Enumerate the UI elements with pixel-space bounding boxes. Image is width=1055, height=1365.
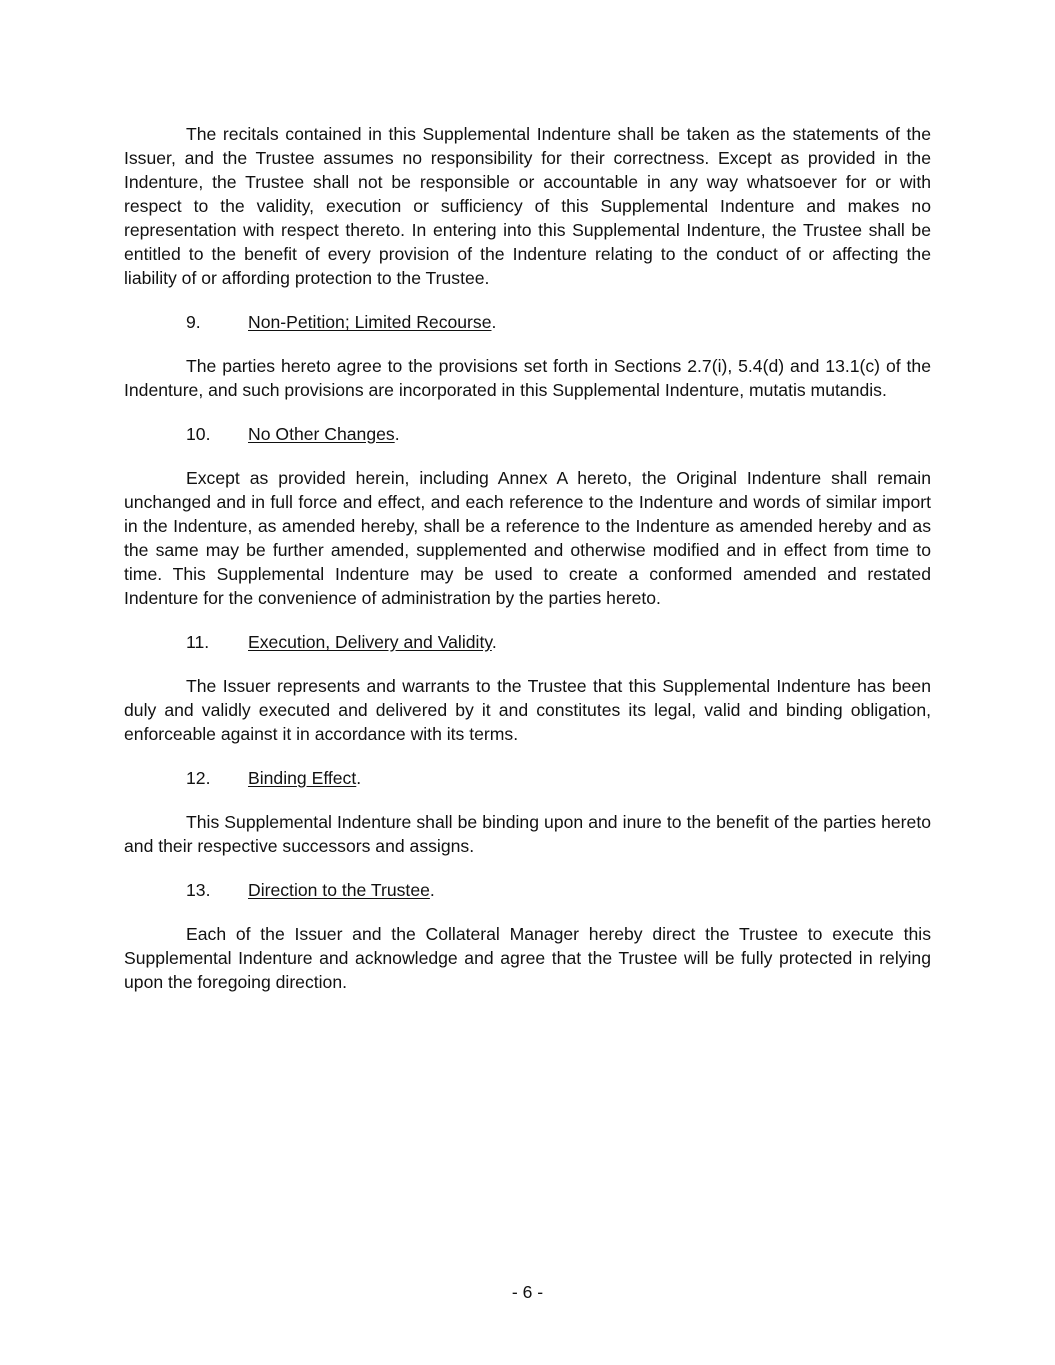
section-number: 12. [186,768,211,788]
section-title: Direction to the Trustee [248,880,430,900]
document-page [124,122,931,1014]
section-number: 11. [186,632,210,652]
section-heading-9: 9. Non-Petition; Limited Recourse. [186,312,497,332]
page-number: - 6 - [511,1282,544,1302]
section-title: Non-Petition; Limited Recourse [248,312,492,332]
section-number: 10. [186,424,211,444]
section-body-11: The Issuer represents and warrants to the Trustee that this Supplemental Indenture has been duly and validly executed and delivered by it and constitutes its legal, valid and binding obligation, enforceable against it in accordance with its terms. [124,676,931,744]
section-body-9: The parties hereto agree to the provisions set forth in Sections 2.7(i), 5.4(d) and 13.1(c) of the Indenture, and such provisions are incorporated in this Supplemental Indenture, mutatis mutandis. [124,356,931,400]
section-number: 13. [186,880,211,900]
section-title: No Other Changes [248,424,395,444]
section-heading-12: 12. Binding Effect. [186,768,362,788]
section-body-13: Each of the Issuer and the Collateral Manager hereby direct the Trustee to execute this Supplemental Indenture and acknowledge and agree that the Trustee will be fully protected in relying upon the foregoing direction. [124,924,931,992]
section-body-10: Except as provided herein, including Annex A hereto, the Original Indenture shall remain unchanged and in full force and effect, and each reference to the Indenture and words of similar import in the Indenture, as amended hereby, shall be a reference to the Indenture as amended hereby and as the same may be further amended, supplemented and otherwise modified and in effect from time to time. This Supplemental Indenture may be used to create a conformed amended and restated Indenture for the convenience of administration by the parties hereto. [124,468,931,608]
section-heading-13: 13. Direction to the Trustee. [186,880,435,900]
intro-paragraph: The recitals contained in this Supplemental Indenture shall be taken as the statements of the Issuer, and the Trustee assumes no responsibility for their correctness. Except as provided in the Indenture, the Trustee shall not be responsible or accountable in any way whatsoever for or with respect to the validity, execution or sufficiency of this Supplemental Indenture and makes no representation with respect thereto. In entering into this Supplemental Indenture, the Trustee shall be entitled to the benefit of every provision of the Indenture relating to the conduct of or affecting the liability of or affording protection to the Trustee. [124,124,931,288]
section-body-12: This Supplemental Indenture shall be binding upon and inure to the benefit of the parties hereto and their respective successors and assigns. [124,812,931,856]
section-heading-11: 11. Execution, Delivery and Validity. [186,632,497,652]
section-number: 9. [186,312,201,332]
section-title: Binding Effect [248,768,357,788]
section-title: Execution, Delivery and Validity [248,632,492,652]
section-heading-10: 10. No Other Changes. [186,424,400,444]
